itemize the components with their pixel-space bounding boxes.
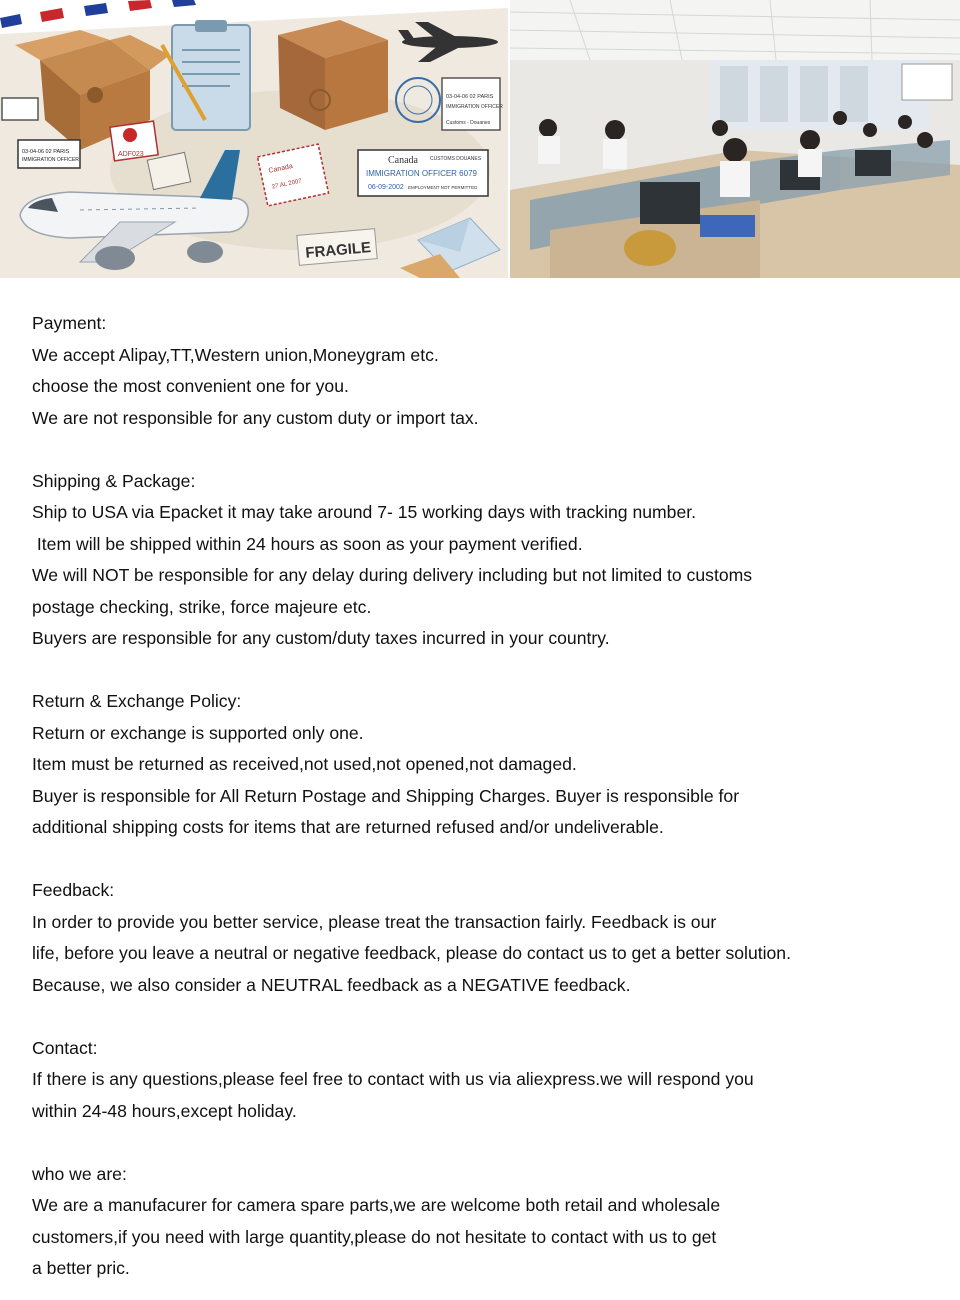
svg-text:03-04-06 02 PARIS: 03-04-06 02 PARIS [446, 94, 494, 100]
svg-text:EMPLOYMENT NOT PERMITTED: EMPLOYMENT NOT PERMITTED [408, 185, 478, 190]
section-line: We are not responsible for any custom duty or import tax. [32, 407, 479, 428]
section-line: a better pric. [32, 1258, 130, 1278]
policy-section [32, 1159, 932, 1285]
section-line: We accept Alipay,TT,Western union,Moneygram etc. [32, 344, 439, 365]
policy-section [32, 308, 932, 434]
svg-text:IMMIGRATION OFFICER: IMMIGRATION OFFICER [22, 157, 79, 163]
svg-text:IMMIGRATION OFFICER 6079: IMMIGRATION OFFICER 6079 [366, 169, 477, 178]
section-heading: Contact: [32, 1037, 98, 1058]
section-line: life, before you leave a neutral or negative feedback, please do contact us to get a better solution. [32, 943, 791, 963]
section-spacer [32, 434, 932, 466]
svg-text:IMMIGRATION OFFICER: IMMIGRATION OFFICER [446, 104, 503, 110]
section-heading: who we are: [32, 1163, 127, 1184]
svg-text:27 AL 2007: 27 AL 2007 [271, 178, 303, 191]
svg-text:ADF023: ADF023 [118, 151, 144, 158]
shipping-illustration [0, 0, 508, 278]
section-line: Because, we also consider a NEUTRAL feedback as a NEGATIVE feedback. [32, 974, 631, 995]
svg-text:06-09-2002: 06-09-2002 [368, 184, 404, 191]
policy-section [32, 1033, 932, 1128]
svg-text:Customs - Douanes: Customs - Douanes [446, 120, 491, 126]
section-heading: Shipping & Package: [32, 470, 196, 491]
section-line: If there is any questions,please feel free to contact with us via aliexpress.we will respond you [32, 1069, 754, 1089]
section-line: Return or exchange is supported only one. [32, 722, 364, 743]
section-spacer [32, 844, 932, 876]
section-spacer [32, 1001, 932, 1033]
office-photo [510, 0, 960, 278]
section-line: In order to provide you better service, please treat the transaction fairly. Feedback is our [32, 911, 717, 932]
section-line: Buyers are responsible for any custom/duty taxes incurred in your country. [32, 628, 610, 648]
section-line: additional shipping costs for items that are returned refused and/or undeliverable. [32, 817, 664, 837]
svg-text:CUSTOMS DOUANES: CUSTOMS DOUANES [430, 156, 482, 162]
section-heading: Payment: [32, 313, 107, 333]
section-line: Buyer is responsible for All Return Postage and Shipping Charges. Buyer is responsible for [32, 785, 740, 806]
section-line: within 24-48 hours,except holiday. [32, 1100, 297, 1121]
clipboard-icon [162, 20, 250, 130]
policy-section [32, 686, 932, 844]
closed-box-icon [278, 20, 388, 130]
svg-text:Canada: Canada [268, 162, 294, 175]
section-line: customers,if you need with large quantity,please do not hesitate to contact with us to get [32, 1226, 717, 1247]
svg-text:03-04-06 02 PARIS: 03-04-06 02 PARIS [22, 149, 70, 155]
section-spacer [32, 1127, 932, 1159]
banner [0, 0, 960, 278]
section-line: Item must be returned as received,not used,not opened,not damaged. [32, 754, 577, 774]
policy-text [32, 308, 932, 1285]
fragile-tag [297, 229, 377, 266]
policy-section [32, 466, 932, 655]
section-heading: Return & Exchange Policy: [32, 691, 242, 711]
section-line: We will NOT be responsible for any delay during delivery including but not limited to customs [32, 565, 753, 585]
section-line: postage checking, strike, force majeure etc. [32, 596, 372, 617]
svg-text:Canada: Canada [388, 155, 418, 166]
section-line: Item will be shipped within 24 hours as soon as your payment verified. [32, 533, 583, 554]
section-spacer [32, 655, 932, 687]
policy-section [32, 875, 932, 1001]
section-heading: Feedback: [32, 880, 115, 900]
section-line: We are a manufacurer for camera spare parts,we are welcome both retail and wholesale [32, 1195, 721, 1215]
svg-text:FRAGILE: FRAGILE [304, 239, 372, 262]
section-line: choose the most convenient one for you. [32, 376, 349, 396]
section-line: Ship to USA via Epacket it may take around 7- 15 working days with tracking number. [32, 502, 697, 522]
